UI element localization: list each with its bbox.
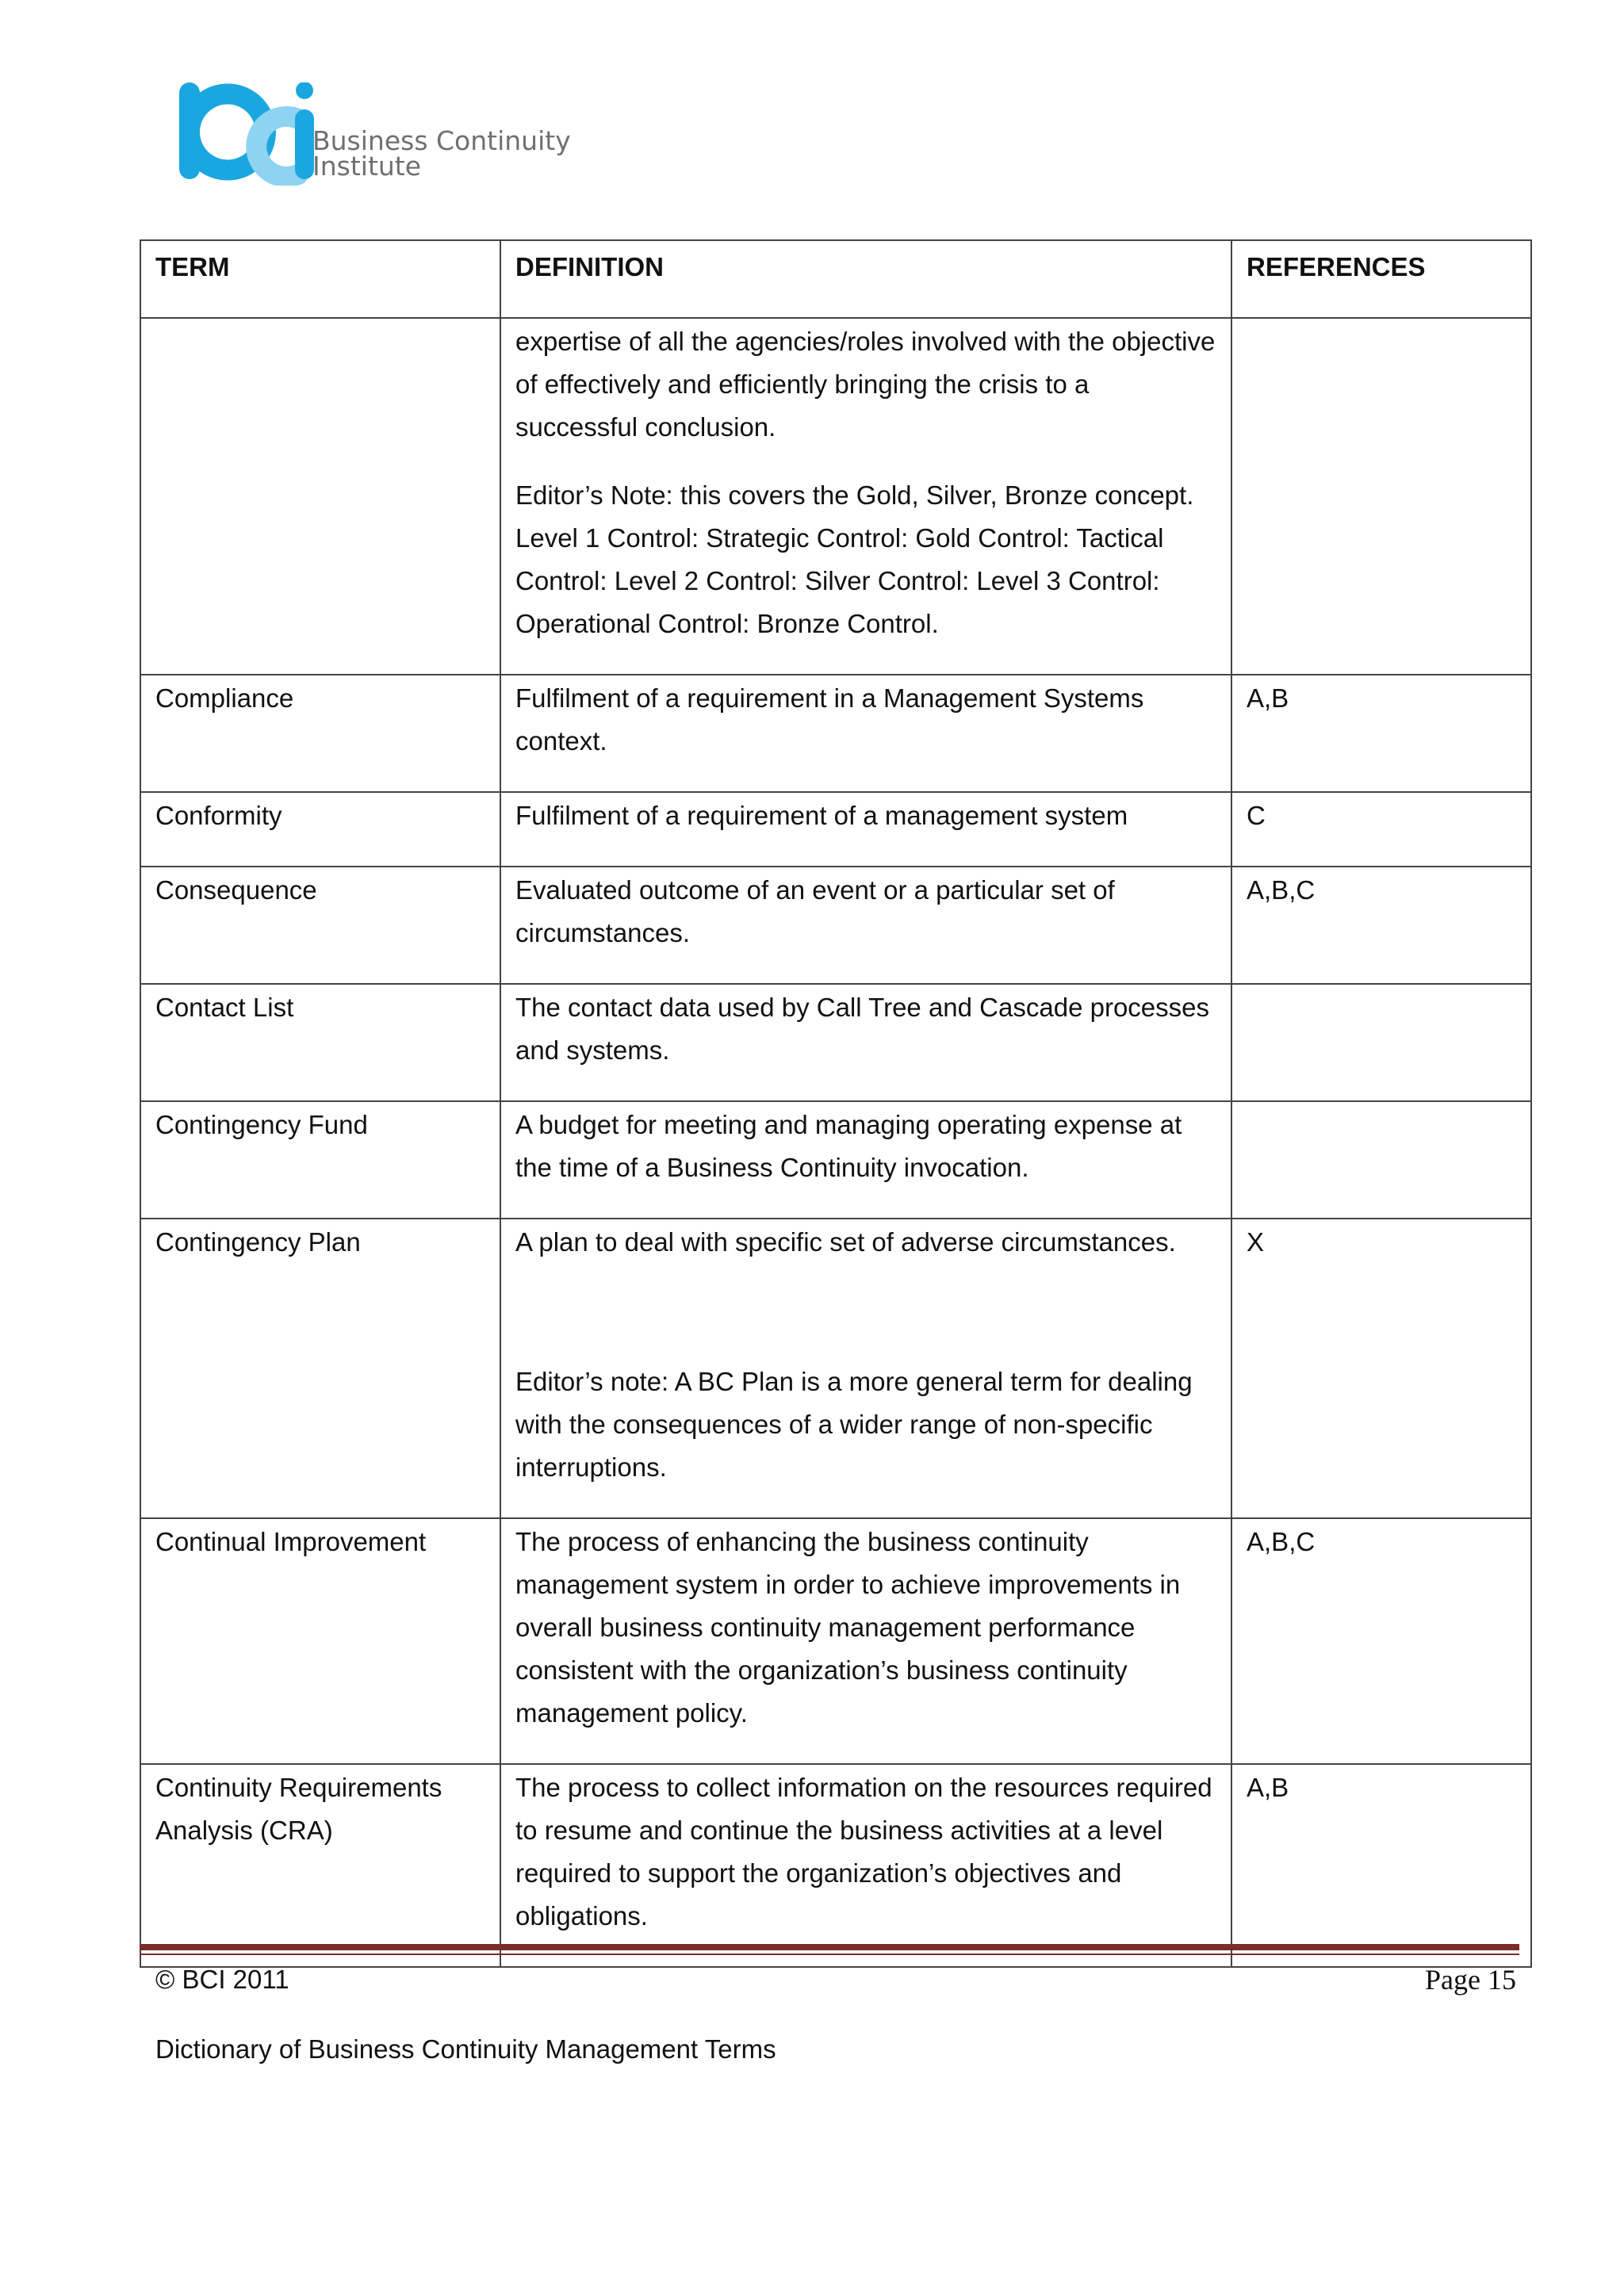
references-cell: A,B xyxy=(1231,675,1531,792)
references-cell: A,B xyxy=(1231,1764,1531,1967)
terms-table xyxy=(140,239,1532,1968)
term-cell: Contingency Fund xyxy=(140,1101,500,1219)
term-cell: Continuity Requirements Analysis (CRA) xyxy=(140,1764,500,1967)
references-cell: C xyxy=(1231,792,1531,867)
definition-cell xyxy=(500,1101,1231,1219)
term-cell: Contact List xyxy=(140,984,500,1101)
table-row xyxy=(140,1518,1531,1764)
definition-cell xyxy=(500,318,1231,675)
footer-copyright: © BCI 2011 xyxy=(155,1965,289,1994)
editor-note: Editor’s note: A BC Plan is a more general term for dealing with the consequences of a wider range of non-specific interruptions. xyxy=(515,1367,1193,1482)
header-definition: DEFINITION xyxy=(500,240,1231,318)
table-row xyxy=(140,318,1531,675)
references-cell: A,B,C xyxy=(1231,1518,1531,1764)
editor-note: Editor’s Note: this covers the Gold, Silver, Bronze concept. Level 1 Control: Strategic Control: Gold Control: Tactical Control: Level 2 Control: Silver Control: Level 3 Control: Operational Control: Bronze Control. xyxy=(515,480,1194,638)
references-cell xyxy=(1231,984,1531,1101)
term-cell: Compliance xyxy=(140,675,500,792)
footer-rule xyxy=(140,1944,1519,1950)
definition-text: Evaluated outcome of an event or a particular set of circumstances. xyxy=(515,875,1115,947)
definition-cell xyxy=(500,792,1231,867)
references-cell xyxy=(1231,318,1531,675)
table-header-row xyxy=(140,240,1531,318)
footer-document-title: Dictionary of Business Continuity Management Terms xyxy=(155,2034,776,2064)
definition-cell xyxy=(500,1764,1231,1967)
term-cell: Consequence xyxy=(140,867,500,984)
definition-text: expertise of all the agencies/roles involved with the objective of effectively and efficiently bringing the crisis to a successful conclusion. xyxy=(515,327,1216,442)
term-cell: Contingency Plan xyxy=(140,1219,500,1518)
definition-text: Fulfilment of a requirement in a Management Systems context. xyxy=(515,683,1144,756)
definition-text: The process of enhancing the business continuity management system in order to achieve improvements in overall business continuity management performance consistent with the organization’s business continuity management policy. xyxy=(515,1527,1181,1728)
term-cell: Conformity xyxy=(140,792,500,867)
header-term: TERM xyxy=(140,240,500,318)
table-row xyxy=(140,1101,1531,1219)
definition-cell xyxy=(500,984,1231,1101)
definition-cell xyxy=(500,675,1231,792)
definition-cell xyxy=(500,1518,1231,1764)
definition-cell xyxy=(500,867,1231,984)
definition-text: The contact data used by Call Tree and Cascade processes and systems. xyxy=(515,993,1209,1065)
table-row xyxy=(140,867,1531,984)
table-row xyxy=(140,1764,1531,1967)
definition-text: A plan to deal with specific set of adverse circumstances. xyxy=(515,1227,1176,1257)
references-cell: A,B,C xyxy=(1231,867,1531,984)
table-row xyxy=(140,675,1531,792)
table-row xyxy=(140,984,1531,1101)
definition-text: Fulfilment of a requirement of a management system xyxy=(515,801,1128,830)
definition-cell xyxy=(500,1219,1231,1518)
term-cell: Continual Improvement xyxy=(140,1518,500,1764)
definition-text: A budget for meeting and managing operating expense at the time of a Business Continuity invocation. xyxy=(515,1110,1182,1182)
logo-line-2: Institute xyxy=(312,151,422,182)
references-cell: X xyxy=(1231,1219,1531,1518)
table-row xyxy=(140,792,1531,867)
footer-rule-thin xyxy=(140,1954,1519,1955)
references-cell xyxy=(1231,1101,1531,1219)
logo-line-1: Business Continuity xyxy=(312,125,571,156)
table-row xyxy=(140,1219,1531,1518)
footer-page-number: Page 15 xyxy=(1425,1964,1516,1996)
definition-text: The process to collect information on the resources required to resume and continue the business activities at a level required to support the organization’s objectives and obligations. xyxy=(515,1773,1212,1931)
header-references: REFERENCES xyxy=(1231,240,1531,318)
logo-text xyxy=(312,125,571,182)
term-cell xyxy=(140,318,500,675)
